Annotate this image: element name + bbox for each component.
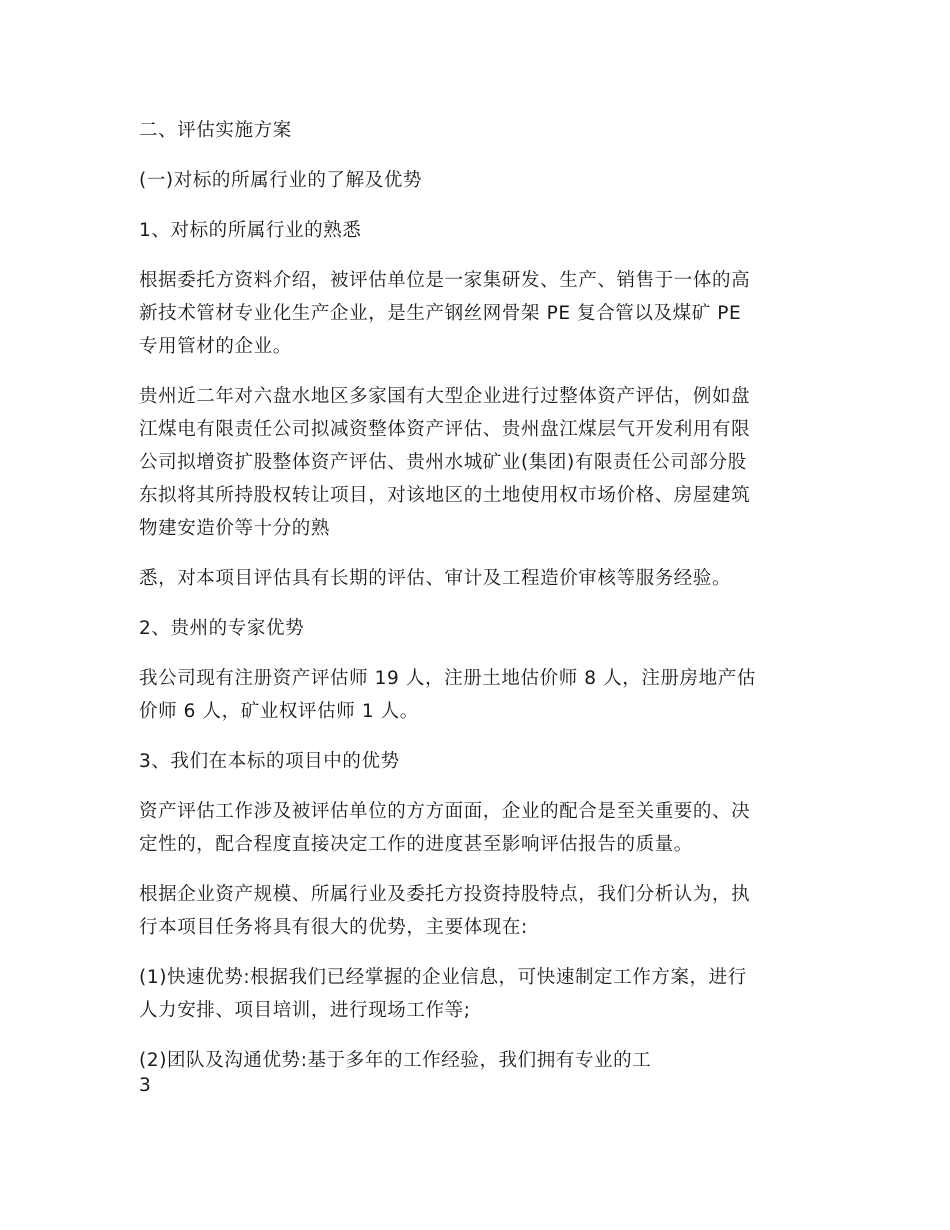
document-body — [139, 114, 811, 1094]
paragraph — [139, 662, 811, 728]
text-line: 公司拟增资扩股整体资产评估、贵州水城矿业(集团)有限责任公司部分股 — [139, 452, 747, 473]
text-line: 行本项目任务将具有很大的优势，主要体现在: — [139, 917, 528, 938]
paragraph — [139, 164, 811, 197]
paragraph — [139, 1044, 811, 1077]
text-line: 贵州近二年对六盘水地区多家国有大型企业进行过整体资产评估，例如盘 — [139, 386, 751, 407]
text-line: 悉，对本项目评估具有长期的评估、审计及工程造价审核等服务经验。 — [139, 568, 732, 589]
paragraph — [139, 114, 811, 147]
text-line: 2、贵州的专家优势 — [139, 618, 305, 639]
paragraph — [139, 612, 811, 645]
text-line: (2)团队及沟通优势:基于多年的工作经验，我们拥有专业的工 — [139, 1050, 652, 1071]
text-line: 3、我们在本标的项目中的优势 — [139, 751, 400, 772]
text-line: 资产评估工作涉及被评估单位的方方面面，企业的配合是至关重要的、决 — [139, 801, 751, 822]
paragraph — [139, 380, 811, 545]
page-number: 3 — [139, 1075, 151, 1096]
text-line: 江煤电有限责任公司拟减资整体资产评估、贵州盘江煤层气开发利用有限 — [139, 419, 751, 440]
text-line: 根据企业资产规模、所属行业及委托方投资持股特点，我们分析认为，执 — [139, 884, 751, 905]
text-line: 新技术管材专业化生产企业，是生产钢丝网骨架 PE 复合管以及煤矿 PE — [139, 303, 742, 324]
text-line: 人力安排、项目培训，进行现场工作等; — [139, 1000, 471, 1021]
text-line: 东拟将其所持股权转让项目，对该地区的土地使用权市场价格、房屋建筑 — [139, 485, 751, 506]
paragraph — [139, 264, 811, 363]
text-line: 我公司现有注册资产评估师 19 人，注册土地估价师 8 人，注册房地产估 — [139, 668, 756, 689]
paragraph — [139, 961, 811, 1027]
paragraph — [139, 562, 811, 595]
text-line: (1)快速优势:根据我们已经掌握的企业信息，可快速制定工作方案，进行 — [139, 967, 747, 988]
text-line: 二、评估实施方案 — [139, 120, 292, 141]
text-line: 专用管材的企业。 — [139, 336, 292, 357]
text-line: 定性的，配合程度直接决定工作的进度甚至影响评估报告的质量。 — [139, 834, 693, 855]
paragraph — [139, 214, 811, 247]
paragraph — [139, 795, 811, 861]
text-line: 根据委托方资料介绍，被评估单位是一家集研发、生产、销售于一体的高 — [139, 270, 751, 291]
paragraph — [139, 878, 811, 944]
paragraph — [139, 745, 811, 778]
text-line: 1、对标的所属行业的熟悉 — [139, 220, 362, 241]
text-line: (一)对标的所属行业的了解及优势 — [139, 170, 423, 191]
text-line: 物建安造价等十分的熟 — [139, 518, 331, 539]
text-line: 价师 6 人，矿业权评估师 1 人。 — [139, 701, 419, 722]
